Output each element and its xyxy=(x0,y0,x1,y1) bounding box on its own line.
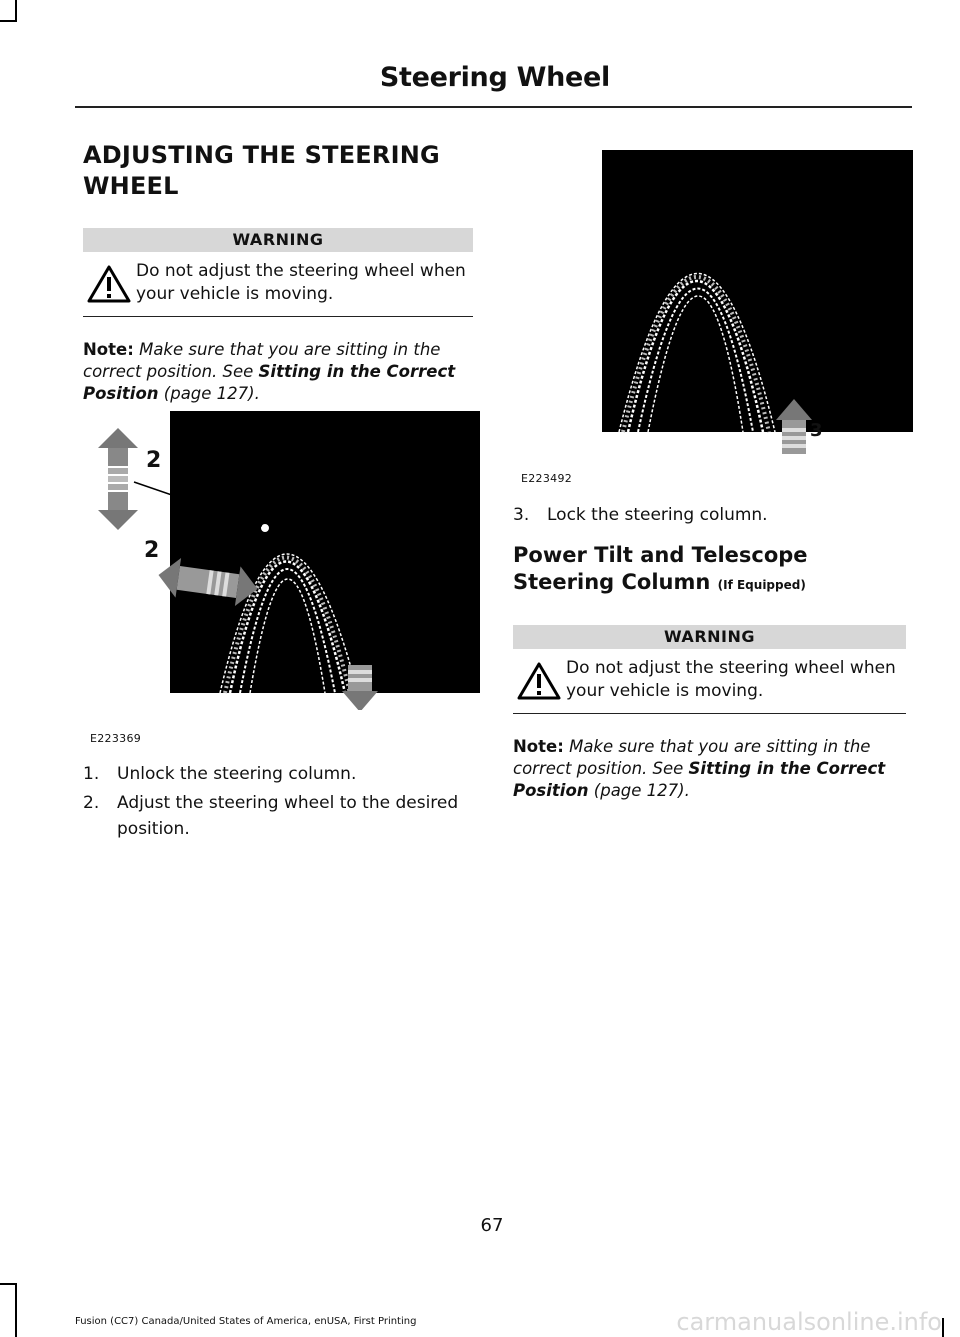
header-divider xyxy=(75,106,912,108)
section-title xyxy=(83,140,473,202)
crop-mark-bottom-left-h xyxy=(0,1283,17,1285)
callout-lock-3: 3 xyxy=(810,420,823,441)
step-number: 1. xyxy=(83,764,100,784)
crop-mark-top-left xyxy=(15,0,17,22)
subsection-title-text: Power Tilt and Telescope Steering Column xyxy=(513,543,808,594)
callout-tilt-2: 2 xyxy=(146,448,162,473)
crop-mark-top-left-h xyxy=(0,20,17,22)
steps-list-right xyxy=(513,502,906,528)
step-item xyxy=(513,502,906,528)
step-number: 3. xyxy=(513,505,530,525)
figure-steering-lock xyxy=(513,150,913,490)
warning-label: WARNING xyxy=(83,228,473,252)
subsection-qualifier: (If Equipped) xyxy=(717,578,806,592)
step-item xyxy=(83,761,475,787)
step-text: Unlock the steering column. xyxy=(117,764,357,784)
page-header-title: Steering Wheel xyxy=(379,62,610,93)
warning-text: Do not adjust the steering wheel when your vehicle is moving. xyxy=(566,658,896,701)
note-link-sitting-position[interactable]: Sitting in the Correct Position xyxy=(83,362,456,403)
note-page-ref: (page 127). xyxy=(593,781,690,800)
figure-code: E223492 xyxy=(521,472,573,485)
note-paragraph xyxy=(83,339,473,405)
warning-box xyxy=(83,228,473,317)
warning-text: Do not adjust the steering wheel when your vehicle is moving. xyxy=(136,261,466,304)
note-label: Note: xyxy=(83,340,134,359)
subsection-title xyxy=(513,542,906,599)
crop-mark-bottom-right xyxy=(942,1318,944,1337)
step-item xyxy=(83,790,475,842)
step-number: 2. xyxy=(83,793,100,813)
warning-label: WARNING xyxy=(513,625,906,649)
left-column xyxy=(83,140,473,405)
note-paragraph xyxy=(513,736,906,802)
warning-body xyxy=(513,649,906,714)
page-number: 67 xyxy=(480,1215,504,1236)
figure-code: E223369 xyxy=(90,732,142,745)
warning-body xyxy=(83,252,473,317)
note-link-sitting-position[interactable]: Sitting in the Correct Position xyxy=(513,759,886,800)
footer-text: Fusion (CC7) Canada/United States of America, enUSA, First Printing xyxy=(75,1316,417,1327)
step-text: Adjust the steering wheel to the desired position. xyxy=(117,793,459,839)
steps-list-left xyxy=(83,761,475,845)
warning-triangle-icon xyxy=(516,661,562,701)
note-text: Make sure that you are sitting in the correct position. See xyxy=(513,737,871,778)
crop-mark-bottom-left xyxy=(15,1283,17,1337)
watermark: carmanualsonline.info xyxy=(676,1308,942,1336)
callout-telescope-2: 2 xyxy=(144,538,160,563)
steering-lock-illustration xyxy=(513,150,913,460)
section-title-line2: WHEEL xyxy=(83,172,179,200)
step-text: Lock the steering column. xyxy=(547,505,768,525)
note-page-ref: (page 127). xyxy=(163,384,260,403)
tilt-arrow-icon xyxy=(98,428,138,530)
right-column xyxy=(513,502,906,802)
note-label: Note: xyxy=(513,737,564,756)
section-title-line1: ADJUSTING THE STEERING xyxy=(83,141,440,169)
warning-box xyxy=(513,625,906,714)
callout-release-1: 1 xyxy=(382,672,395,693)
steering-column-illustration xyxy=(80,410,482,710)
warning-triangle-icon xyxy=(86,264,132,304)
note-text: Make sure that you are sitting in the correct position. See xyxy=(83,340,441,381)
figure-steering-adjust xyxy=(80,410,482,745)
